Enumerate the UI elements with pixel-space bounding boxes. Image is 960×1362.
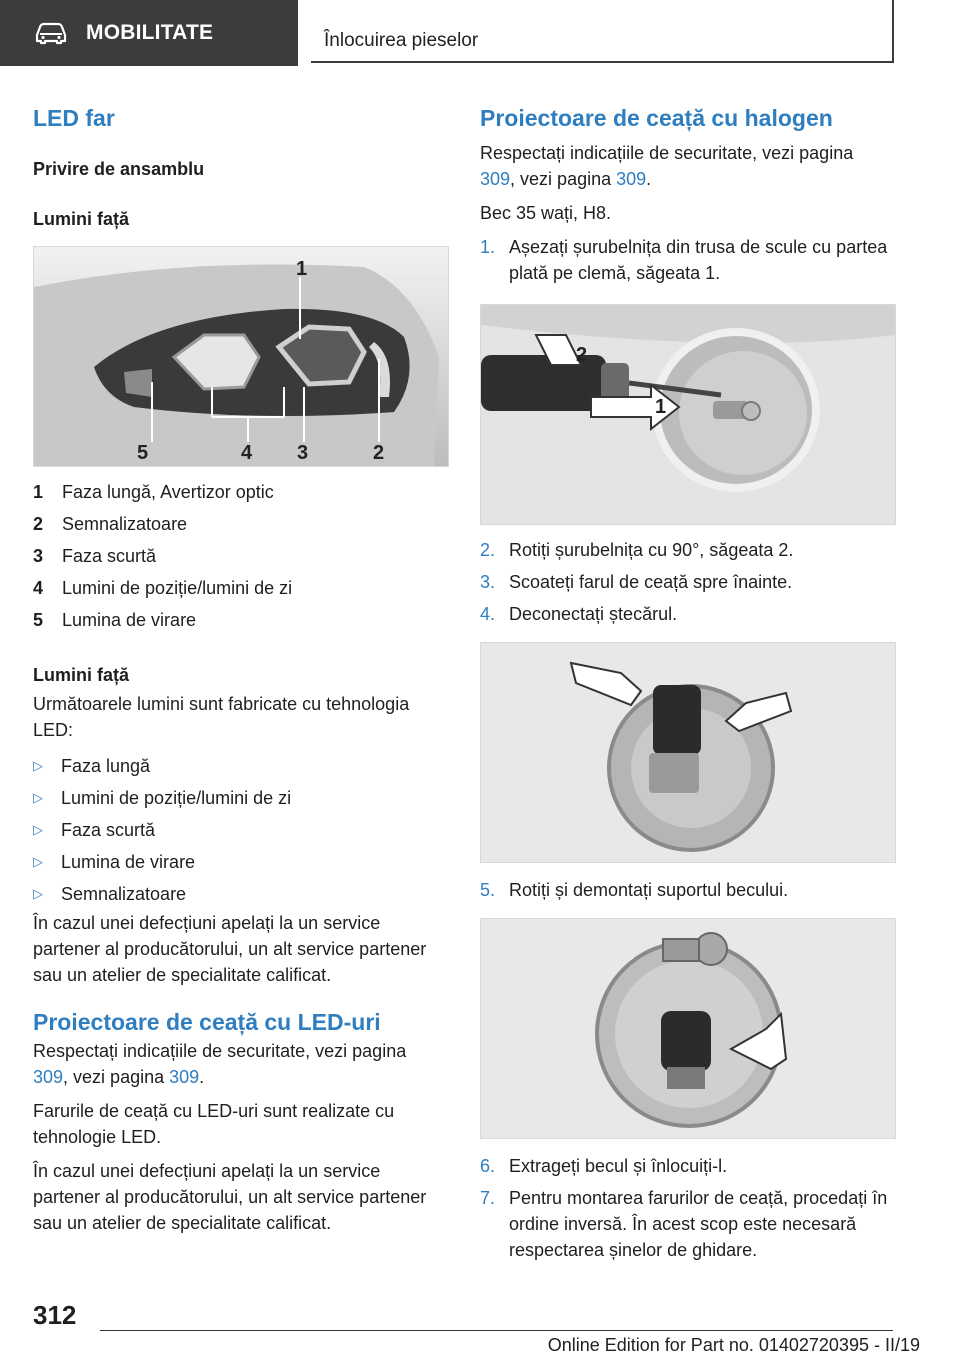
legend-item: 3 Faza scurtă (33, 546, 157, 566)
bulb-holder-illustration (481, 919, 895, 1138)
car-icon (34, 21, 68, 45)
overview-heading: Privire de ansamblu (33, 159, 205, 179)
steps-list-d (480, 1153, 892, 1263)
legend-item: 1 Faza lungă, Avertizor optic (33, 482, 274, 502)
connector-illustration (481, 643, 895, 862)
step-item: 7. Pentru montarea farurilor de ceață, procedați în ordine inversă. În acest scop este necesară respectarea șinelor de ghidare. (480, 1188, 888, 1260)
list-item: ▷ Semnalizatoare (33, 881, 451, 907)
section-title: MOBILITATE (86, 21, 214, 44)
led-headlight-title: LED far (33, 105, 115, 131)
step-item: 5. Rotiți și demontați suportul becului. (480, 880, 789, 900)
step-item: 2. Rotiți șurubelnița cu 90°, săgeata 2. (480, 540, 794, 560)
headlight-legend (33, 479, 451, 633)
section-tab (0, 0, 298, 66)
page-link-309[interactable]: 309 (169, 1067, 200, 1087)
front-lights-heading: Lumini față (33, 209, 130, 229)
led-intro-text: Următoarele lumini sunt fabricate cu tehnologia LED: (33, 694, 410, 740)
callout-2: 2 (373, 442, 385, 464)
list-item: ▷ Faza lungă (33, 753, 451, 779)
page-header (0, 0, 960, 66)
step-item: 4. Deconectați ștecărul. (480, 604, 678, 624)
fog-led-title: Proiectoare de ceață cu LED-uri (33, 1009, 381, 1035)
fog-led-text: Farurile de ceață cu LED-uri sunt realizate cu tehnologie LED. (33, 1101, 395, 1147)
led-lights-list (33, 753, 451, 907)
footer-divider (100, 1330, 893, 1331)
page-link-309[interactable]: 309 (33, 1067, 64, 1087)
right-column (480, 100, 892, 1263)
edition-text: Online Edition for Part no. 01402720395 - II/19 (547, 1335, 920, 1355)
fog-led-safety-text: Respectați indicațiile de securitate, vezi pagina 309, vezi pagina 309. (33, 1041, 407, 1087)
triangle-bullet-icon: ▷ (33, 822, 43, 837)
legend-item: 4 Lumini de poziție/lumini de zi (33, 578, 293, 598)
callout-5: 5 (137, 442, 149, 464)
connector-figure (480, 642, 896, 863)
triangle-bullet-icon: ▷ (33, 854, 43, 869)
front-lights-heading-2: Lumini față (33, 665, 130, 685)
callout-4: 4 (241, 442, 253, 464)
chapter-box (311, 0, 894, 63)
steps-list-b (480, 537, 892, 627)
left-column (33, 100, 451, 1236)
list-item: ▷ Lumini de poziție/lumini de zi (33, 785, 451, 811)
triangle-bullet-icon: ▷ (33, 758, 43, 773)
step-item: 6. Extrageți becul și înlocuiți-l. (480, 1156, 728, 1176)
steps-list-c (480, 877, 892, 903)
steps-list-a (480, 234, 892, 286)
callout-1: 1 (296, 258, 308, 280)
halogen-safety-text: Respectați indicațiile de securitate, vezi pagina 309, vezi pagina 309. (480, 143, 854, 189)
triangle-bullet-icon: ▷ (33, 790, 43, 805)
arrow-label-2: 2 (576, 344, 588, 366)
arrow-label-1: 1 (655, 396, 667, 418)
headlight-illustration (34, 247, 448, 466)
step-item: 1. Așezați șurubelnița din trusa de scule cu partea plată pe clemă, săgeata 1. (480, 237, 888, 283)
defect-text-2: În cazul unei defecțiuni apelați la un service partener al producătorului, un alt service partener sau un atelier de specialitate calificat. (33, 1161, 427, 1233)
page-footer (0, 1290, 960, 1362)
headlight-figure (33, 246, 449, 467)
page-link-309[interactable]: 309 (480, 169, 511, 189)
step-item: 3. Scoateți farul de ceață spre înainte. (480, 572, 793, 592)
page-number: 312 (33, 1300, 77, 1330)
screwdriver-illustration (481, 305, 895, 524)
fog-halogen-title: Proiectoare de ceață cu halogen (480, 105, 833, 131)
legend-item: 5 Lumina de virare (33, 610, 197, 630)
list-item: ▷ Lumina de virare (33, 849, 451, 875)
callout-3: 3 (297, 442, 309, 464)
legend-item: 2 Semnalizatoare (33, 514, 188, 534)
screwdriver-figure (480, 304, 896, 525)
list-item: ▷ Faza scurtă (33, 817, 451, 843)
defect-text: În cazul unei defecțiuni apelați la un service partener al producătorului, un alt service partener sau un atelier de specialitate calificat. (33, 913, 427, 985)
bulb-spec: Bec 35 wați, H8. (480, 203, 612, 223)
triangle-bullet-icon: ▷ (33, 886, 43, 901)
chapter-title: Înlocuirea pieselor (324, 30, 479, 51)
bulb-holder-figure (480, 918, 896, 1139)
page-link-309[interactable]: 309 (616, 169, 647, 189)
